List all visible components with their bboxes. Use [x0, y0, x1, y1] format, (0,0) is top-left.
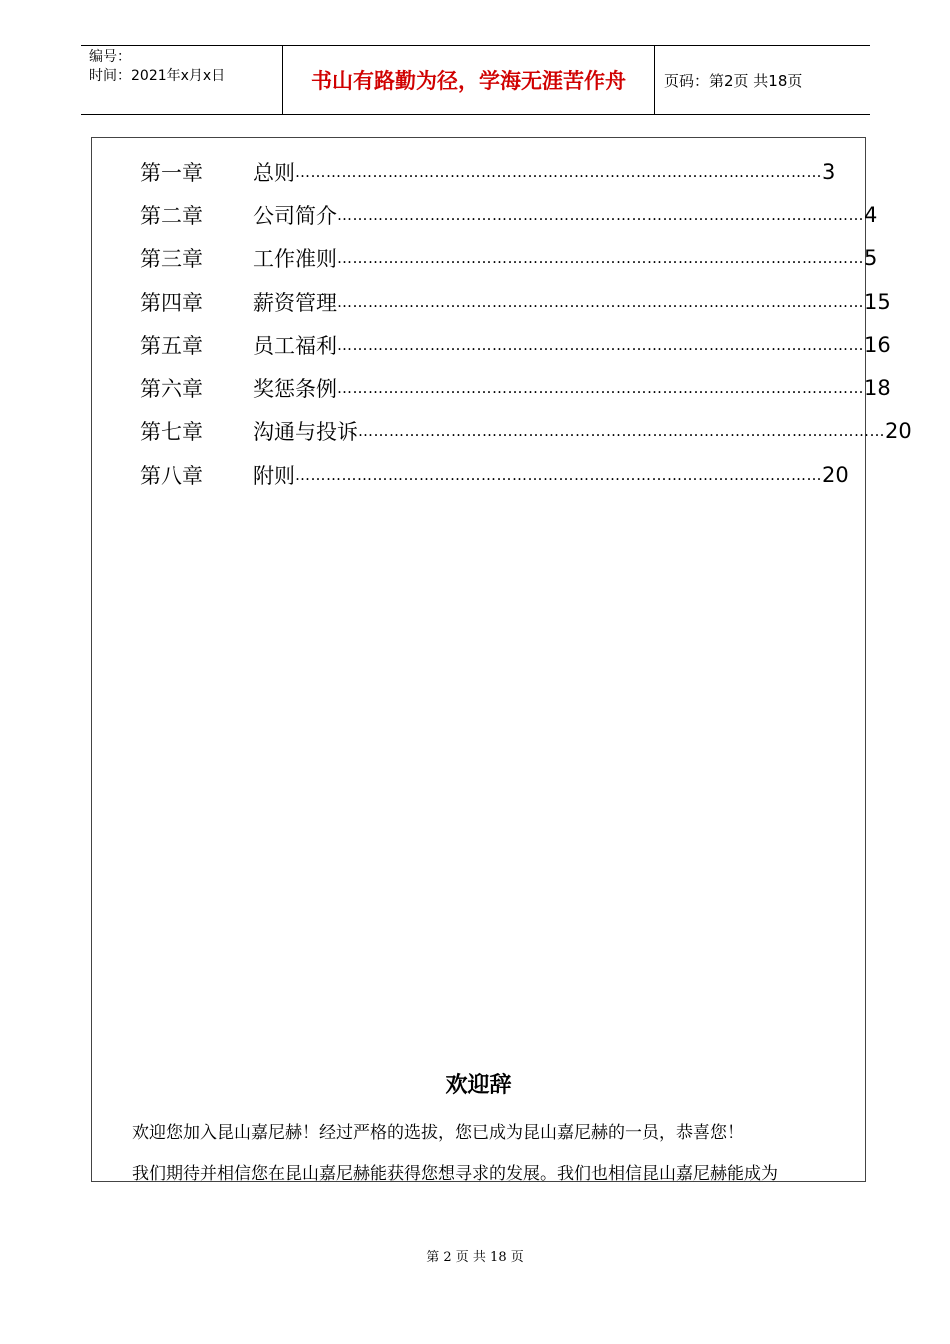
header-page-info: 页码：第2页 共18页 [664, 71, 803, 90]
toc-chapter: 第六章 [140, 377, 203, 402]
toc-entry[interactable] [140, 150, 836, 193]
header-meta [89, 48, 225, 86]
toc-page: 18 [864, 376, 891, 401]
header-divider [654, 46, 655, 114]
page-footer: 第 2 页 共 18 页 [426, 1250, 524, 1265]
toc-page: 3 [822, 159, 836, 184]
toc-entry[interactable] [140, 323, 891, 366]
toc-leader: ………………………………………………………………………………………… [337, 335, 864, 354]
toc-entry[interactable] [140, 237, 878, 280]
welcome-heading: 欢迎辞 [445, 1073, 512, 1098]
toc-page: 5 [864, 246, 878, 271]
toc-title: 沟通与投诉 [253, 420, 358, 445]
toc-page: 20 [822, 462, 849, 487]
toc-leader: ………………………………………………………………………………………… [295, 465, 822, 484]
toc-title: 公司简介 [253, 203, 337, 228]
toc-chapter: 第五章 [140, 333, 203, 358]
toc-entry[interactable] [140, 453, 849, 496]
toc-chapter: 第二章 [140, 203, 203, 228]
toc-title: 工作准则 [253, 247, 337, 272]
toc-page: 4 [864, 202, 878, 227]
toc-leader: ………………………………………………………………………………………… [337, 379, 864, 398]
toc-title: 总则 [253, 160, 295, 185]
toc-chapter: 第八章 [140, 463, 203, 488]
toc-chapter: 第四章 [140, 290, 203, 315]
document-number-label: 编号： [89, 49, 131, 65]
toc-leader: ………………………………………………………………………………………… [337, 292, 864, 311]
toc-leader: ………………………………………………………………………………………… [358, 422, 885, 441]
welcome-paragraph: 欢迎您加入昆山嘉尼赫！经过严格的选拔，您已成为昆山嘉尼赫的一员，恭喜您！ [132, 1123, 744, 1143]
toc-chapter: 第一章 [140, 160, 203, 185]
toc-page: 15 [864, 289, 891, 314]
toc-leader: ………………………………………………………………………………………… [337, 249, 864, 268]
toc-entry[interactable] [140, 193, 878, 236]
document-time-label: 时间：2021年x月x日 [89, 68, 226, 84]
content-frame [91, 137, 912, 1184]
table-of-contents [140, 150, 912, 496]
welcome-paragraph: 我们期待并相信您在昆山嘉尼赫能获得您想寻求的发展。我们也相信昆山嘉尼赫能成为 [132, 1164, 778, 1184]
toc-title: 奖惩条例 [253, 377, 337, 402]
toc-entry[interactable] [140, 410, 912, 453]
toc-chapter: 第三章 [140, 247, 203, 272]
page-header [81, 45, 870, 115]
toc-page: 16 [864, 332, 891, 357]
toc-entry[interactable] [140, 280, 891, 323]
toc-title: 薪资管理 [253, 290, 337, 315]
toc-page: 20 [885, 419, 912, 444]
toc-chapter: 第七章 [140, 420, 203, 445]
toc-leader: ………………………………………………………………………………………… [337, 205, 864, 224]
toc-title: 员工福利 [253, 333, 337, 358]
header-motto: 书山有路勤为径，学海无涯苦作舟 [311, 69, 626, 93]
toc-leader: ………………………………………………………………………………………… [295, 162, 822, 181]
toc-entry[interactable] [140, 366, 891, 409]
toc-title: 附则 [253, 463, 295, 488]
